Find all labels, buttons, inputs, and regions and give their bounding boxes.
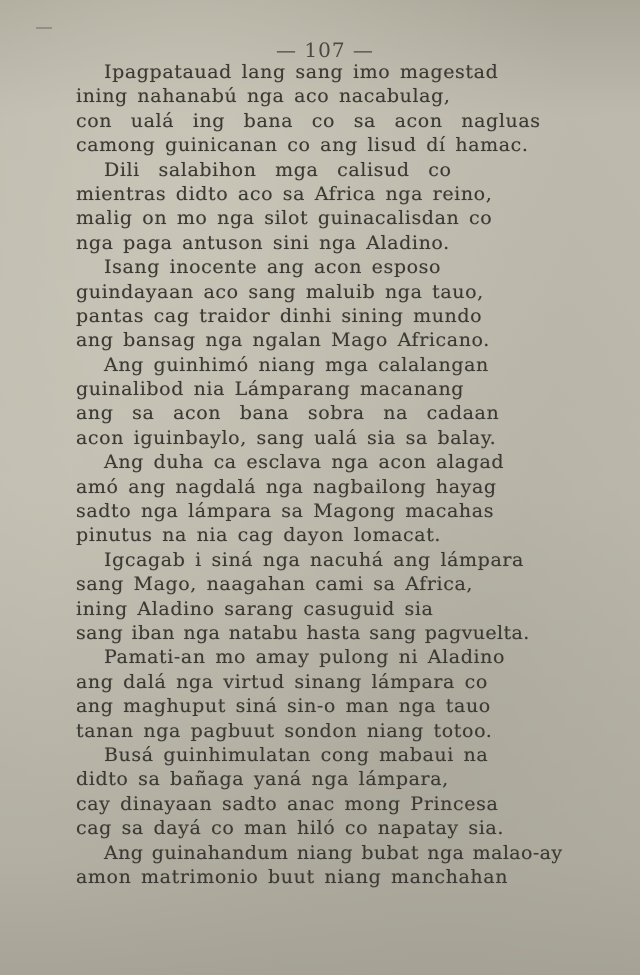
text-line: amó ang nagdalá nga nagbailong hayag [76,475,497,498]
text-line: cay dinayaan sadto anac mong Princesa [76,792,499,815]
text-line: Isang inocente ang acon esposo [104,256,442,279]
text-line: amon matrimonio buut niang manchahan [76,865,509,888]
text-line: didto sa bañaga yaná nga lámpara, [76,768,449,791]
text-line: cag sa dayá co man hiló co napatay sia. [76,817,504,840]
text-line: sang iban nga natabu hasta sang pagvuelta. [76,621,530,644]
text-line: ang sa acon bana sobra na cadaan [76,402,500,425]
text-line: ang bansag nga ngalan Mago Africano. [76,329,490,352]
text-line: malig on mo nga silot guinacalisdan co [76,207,493,230]
text-line: ining Aladino sarang casuguid sia [76,597,434,620]
text-line: pantas cag traidor dinhi sining mundo [76,304,483,327]
text-line: ining nahanabú nga aco nacabulag, [76,85,451,108]
text-line: sadto nga lámpara sa Magong macahas [76,500,495,523]
text-line: Ipagpatauad lang sang imo magestad [104,61,499,83]
text-line: Ang guinahandum niang bubat nga malao-ay [104,841,563,864]
text-line: ang maghuput siná sin-o man nga tauo [76,695,491,718]
text-line: mientras didto aco sa Africa nga reino, [76,182,493,205]
text-line: acon iguinbaylo, sang ualá sia sa balay. [76,426,497,449]
text-line: Igcagab i siná nga nacuhá ang lámpara [104,548,524,571]
page-edge-mark [36,27,52,29]
text-line: camong guinicanan co ang lisud dí hamac. [76,134,529,157]
text-line: guinalibod nia Lámparang macanang [76,378,465,401]
text-line: ang dalá nga virtud sinang lámpara co [76,670,488,693]
text-line: nga paga antuson sini nga Aladino. [76,231,450,254]
text-line: Ang duha ca esclava nga acon alagad [104,451,505,474]
page-number: — 107 — [276,38,374,62]
text-line: Busá guinhimulatan cong mabaui na [104,743,489,766]
text-line: guindayaan aco sang maluib nga tauo, [76,280,484,303]
text-line: con ualá ing bana co sa acon nagluas [76,109,541,132]
text-line: Dili salabihon mga calisud co [104,158,452,181]
text-line: sang Mago, naagahan cami sa Africa, [76,573,474,596]
text-line: Pamati-an mo amay pulong ni Aladino [104,646,506,669]
text-line: Ang guinhimó niang mga calalangan [104,353,489,376]
text-line: tanan nga pagbuut sondon niang totoo. [76,719,493,742]
body-text [76,60,596,889]
text-line: pinutus na nia cag dayon lomacat. [76,524,442,547]
